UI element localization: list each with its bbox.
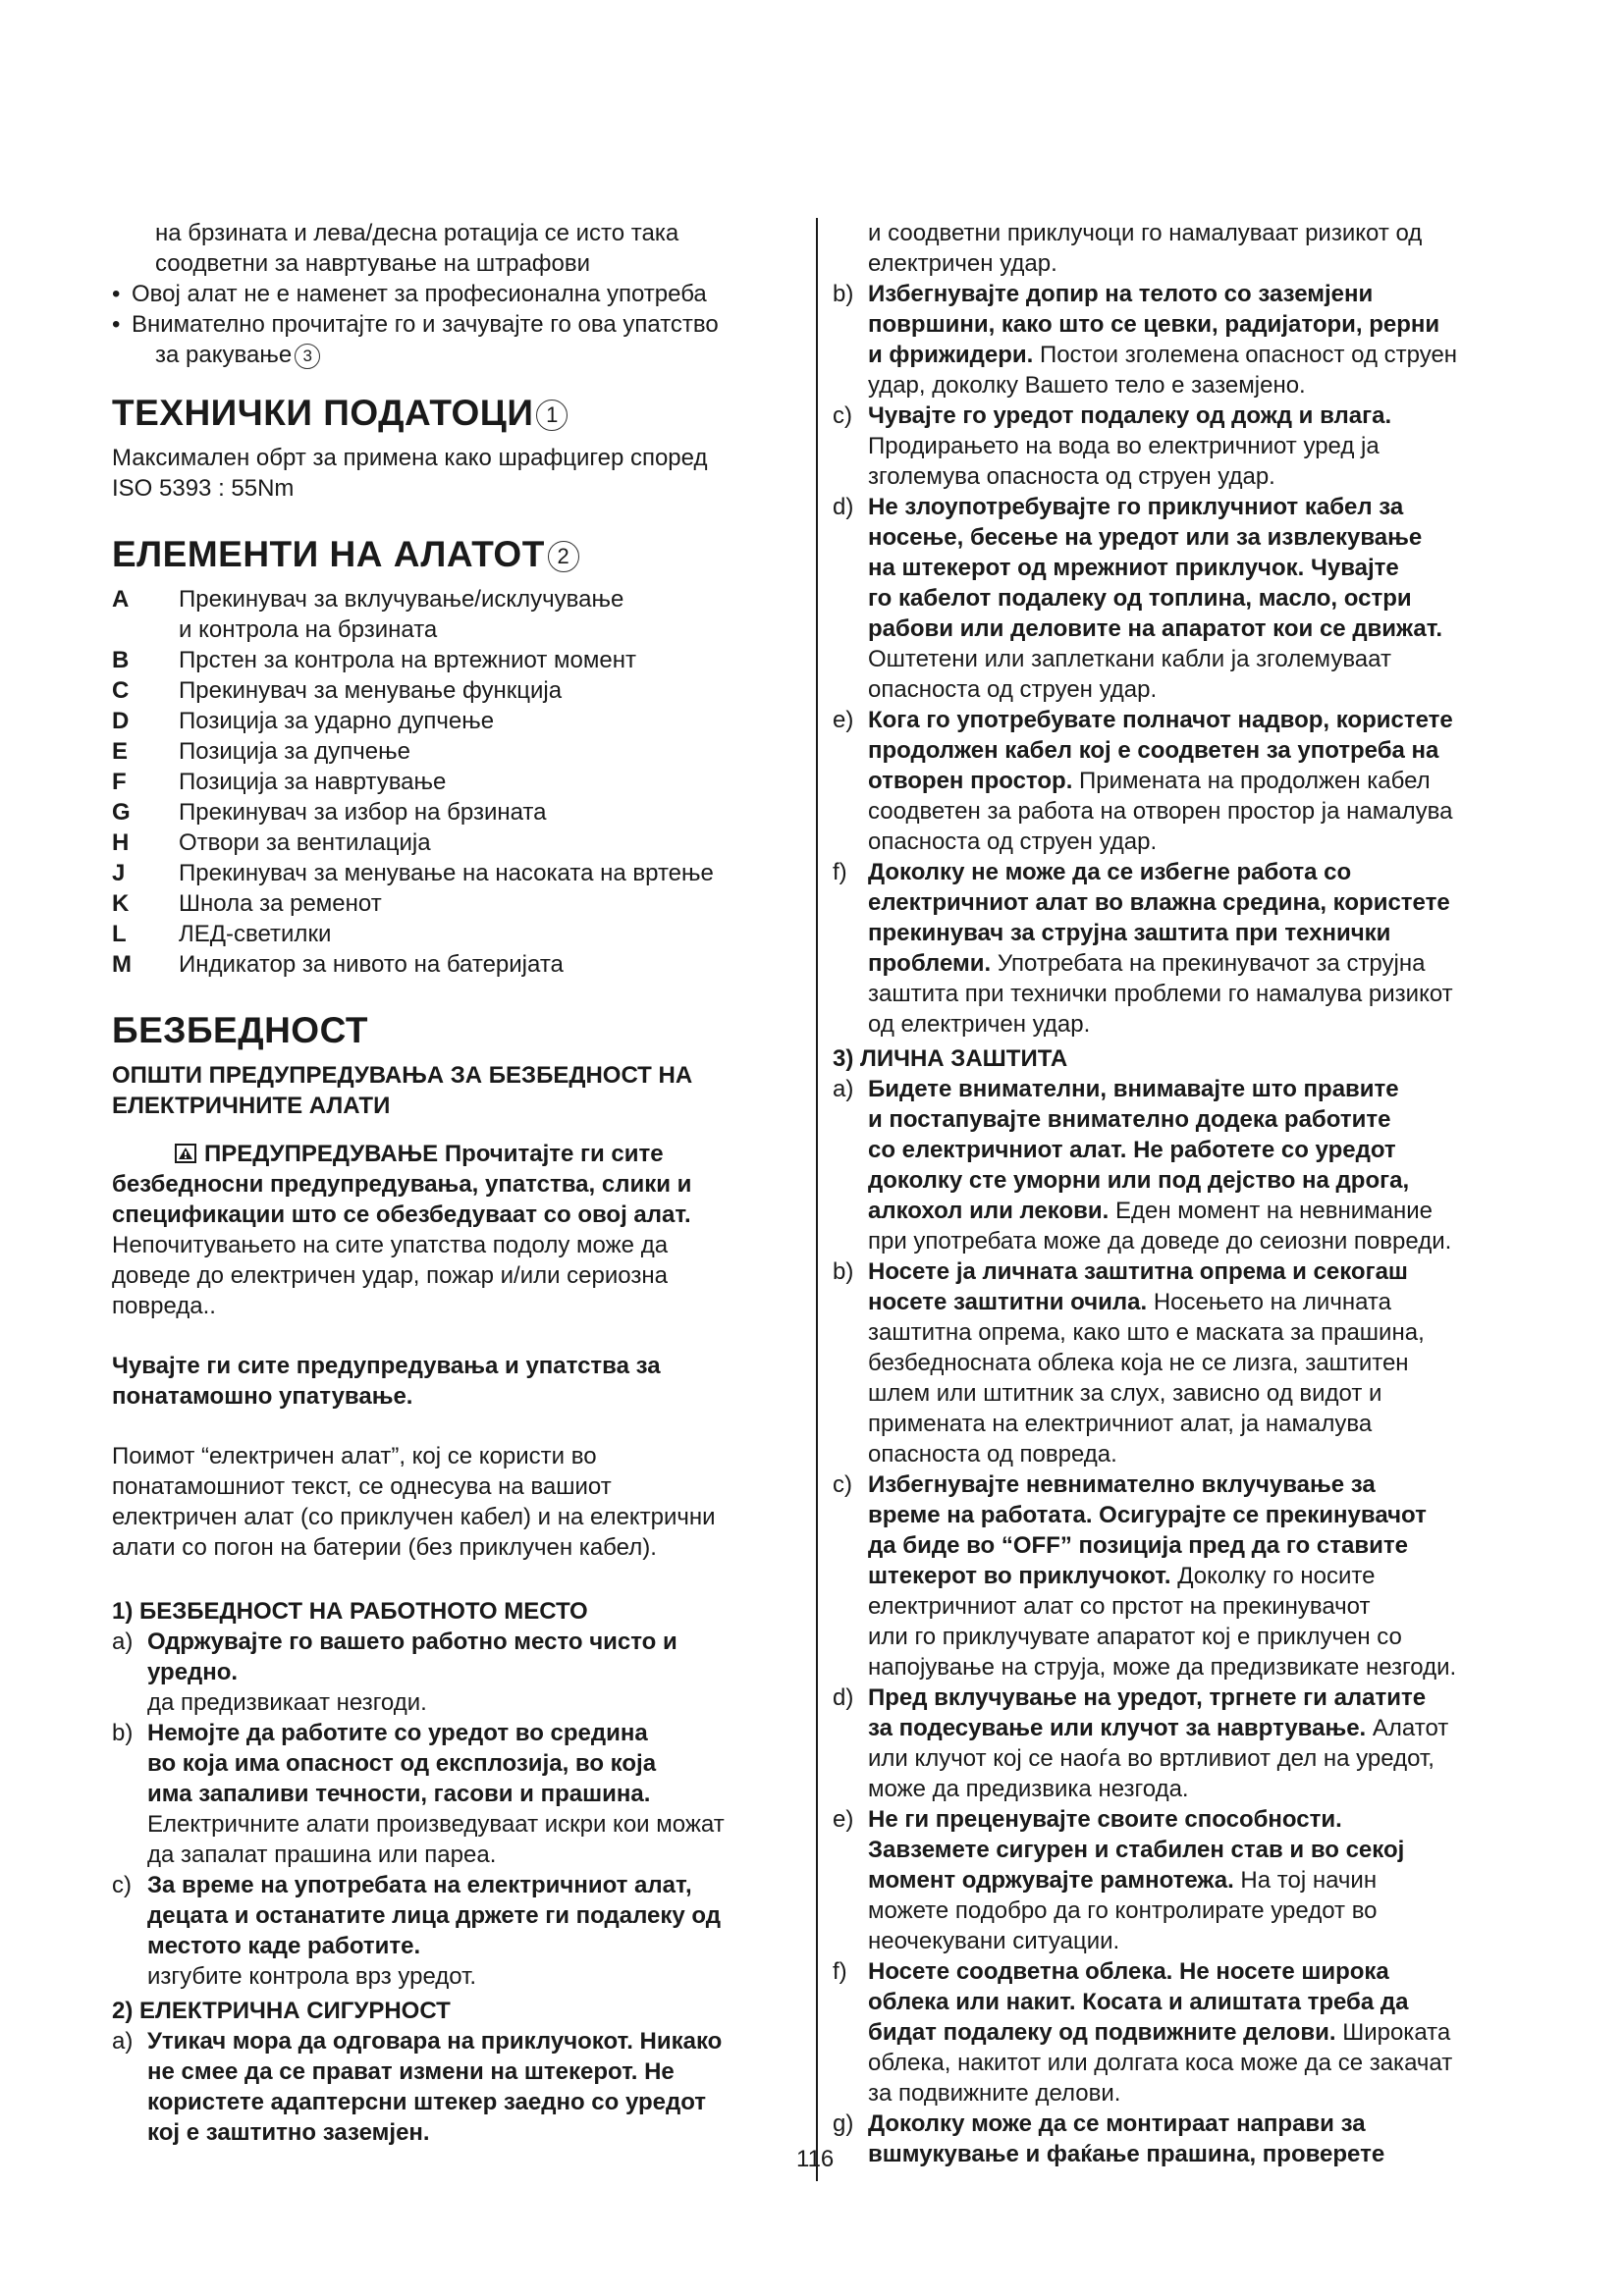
element-text: [179, 706, 799, 736]
element-text: [179, 645, 799, 675]
item-text-line: или клучот кој се наоѓа во вртливиот дел на уредот,: [868, 1745, 1435, 1772]
element-letter: D: [112, 708, 130, 734]
element-text: [179, 858, 799, 888]
item-marker: c): [833, 402, 852, 429]
personal-protection-item: [833, 1804, 1532, 1956]
spacer: [112, 1412, 799, 1441]
item-body: [868, 1469, 1532, 1682]
personal-protection-heading: 3) ЛИЧНА ЗАШТИТА: [833, 1045, 1068, 1072]
item-bold-line: електричниот алат во влажна средина, користете: [868, 889, 1450, 916]
electrical-item: [833, 857, 1532, 1040]
tech-data-line: Максимален обрт за примена како шрафцигер според: [112, 445, 708, 471]
item-bold-line: вшмукување и фаќање прашина, проверете: [868, 2141, 1385, 2167]
item-bold-line: Чувајте го уредот подалеку од дожд и влага.: [868, 402, 1392, 429]
item-bold-line: Завземете сигурен и стабилен став и во секој: [868, 1837, 1405, 1863]
term-line: електричен алат (со приклучен кабел) и на електрични: [112, 1504, 716, 1530]
item-bold-line: Кога го употребувате полначот надвор, користете: [868, 707, 1453, 733]
work-area-heading: 1) БЕЗБЕДНОСТ НА РАБОТНОТО МЕСТО: [112, 1598, 588, 1625]
element-line: Отвори за вентилација: [179, 829, 431, 856]
item-bold-line: во која има опасност од експлозија, во која: [147, 1750, 657, 1777]
item-bold-line: Доколку може да се монтираат направи за: [868, 2110, 1366, 2137]
item-bold-line: Доколку не може да се избегне работа со: [868, 859, 1352, 885]
item-bold-line: време на работата. Осигурајте се прекинувачот: [868, 1502, 1427, 1528]
item-marker: d): [833, 1684, 854, 1711]
item-text-line: Оштетени или заплеткани кабли ја зголемуваат: [868, 646, 1391, 672]
item-bold-line: го кабелот подалеку од топлина, масло, остри: [868, 585, 1412, 612]
item-body: [868, 705, 1532, 857]
item-bold-line: и постапувајте внимателно додека работите: [868, 1106, 1391, 1133]
bullet-line: Овој алат не е наменет за професионална употреба: [132, 281, 707, 307]
item-bold-line: момент одржувајте рамнотежа. На тој начин: [868, 1867, 1378, 1894]
item-bold-line: рабови или деловите на апаратот кои се движат.: [868, 615, 1443, 642]
item-marker: f): [833, 1958, 847, 1985]
item-text-line: изгубите контрола врз уредот.: [147, 1963, 477, 1990]
warning-bold-line: безбедносни предупредувања, упатства, слики и: [112, 1171, 692, 1198]
bullet-line: за ракување 3: [132, 340, 799, 370]
term-line: понатамошниот текст, се однесува на вашиот: [112, 1473, 612, 1500]
intro-continuation: [112, 218, 799, 279]
item-bold-line: проблеми. Употребата на прекинувачот за струјна: [868, 950, 1426, 977]
electrical-item: [833, 705, 1532, 857]
item-body: [868, 1682, 1532, 1804]
item-text-line: можете подобро да го контролирате уредот во: [868, 1897, 1378, 1924]
tech-data-heading: ТЕХНИЧКИ ПОДАТОЦИ 1: [112, 392, 799, 435]
element-row: [112, 919, 799, 949]
element-line: Позиција за навртување: [179, 769, 447, 795]
work-area-item: [112, 1870, 799, 1992]
item-text: На тој начин: [1233, 1867, 1378, 1894]
item-bold-line: Утикач мора да одговара на приклучокот. Никако: [147, 2028, 723, 2055]
item-text-line: заштита при технички проблеми го намалува ризикот: [868, 981, 1453, 1007]
element-text: [179, 949, 799, 980]
item-bold-line: уредно.: [147, 1659, 239, 1685]
item-bold-line: бидат подалеку од подвижните делови. Широката: [868, 2019, 1451, 2046]
item-bold-line: Не злоупотребувајте го приклучниот кабел за: [868, 494, 1404, 520]
warning-text-line: доведе до електричен удар, пожар и/или сериозна: [112, 1262, 668, 1289]
element-row: [112, 706, 799, 736]
element-line: и контрола на брзината: [179, 616, 438, 643]
element-letter: M: [112, 951, 132, 978]
element-line: Индикатор за нивото на батеријата: [179, 951, 564, 978]
right-column: [833, 218, 1532, 2169]
item-marker: e): [833, 707, 854, 733]
item-bold-line: облека или накит. Косата и алиштата треба да: [868, 1989, 1409, 2015]
item-body: [868, 492, 1532, 705]
element-letter: E: [112, 738, 129, 765]
item-bold-line: површини, како што се цевки, радијатори, рерни: [868, 311, 1440, 338]
item-text: Широката: [1335, 2019, 1451, 2046]
item-text-line: опасноста од струен удар.: [868, 828, 1158, 855]
item-body: [868, 279, 1532, 400]
keep-line: Чувајте ги сите предупредувања и упатства за: [112, 1353, 661, 1379]
item-body: [147, 2026, 799, 2148]
element-line: Позиција за дупчење: [179, 738, 410, 765]
term-line: Поимот “електричен алат”, кој се користи во: [112, 1443, 597, 1469]
item-text-line: да предизвикаат незгоди.: [147, 1689, 427, 1716]
personal-protection-item: [833, 2109, 1532, 2169]
item-text-line: зголемува опасноста од струен удар.: [868, 463, 1275, 490]
item-text: Еден момент на невнимание: [1109, 1198, 1434, 1224]
item-bold-line: штекерот во приклучокот. Доколку го носите: [868, 1563, 1376, 1589]
item-marker: f): [833, 859, 847, 885]
item-text-line: да запалат прашина или пареа.: [147, 1842, 497, 1868]
bullet-icon: •: [112, 311, 121, 338]
item-bold-line: не смее да се прават измени на штекерот. Не: [147, 2058, 675, 2085]
item-marker: d): [833, 494, 854, 520]
item-text-line: при употребата може да доведе до сеиозни повреди.: [868, 1228, 1452, 1255]
item-body: [147, 1870, 799, 1992]
element-line: Позиција за ударно дупчење: [179, 708, 495, 734]
keep-instructions: [112, 1351, 799, 1412]
element-line: Шнола за ременот: [179, 890, 382, 917]
item-bold-line: Носете ја личната заштитна опрема и секогаш: [868, 1258, 1408, 1285]
item-marker: c): [833, 1471, 852, 1498]
element-text: [179, 797, 799, 828]
personal-protection-item: [833, 1256, 1532, 1469]
element-line: Прекинувач за менување на насоката на вртење: [179, 860, 714, 886]
item-body: [868, 1956, 1532, 2109]
reference-number-icon: 1: [536, 400, 568, 431]
subheading-line: ЕЛЕКТРИЧНИТЕ АЛАТИ: [112, 1093, 391, 1119]
item-bold-line: доколку сте уморни или под дејство на дрога,: [868, 1167, 1410, 1194]
item-text: Постои зголемена опасност од струен: [1033, 342, 1458, 368]
subheading-line: ОПШТИ ПРЕДУПРЕДУВАЊА ЗА БЕЗБЕДНОСТ НА: [112, 1062, 693, 1089]
element-row: [112, 736, 799, 767]
item-body: [868, 1256, 1532, 1469]
item-bold-line: Немојте да работите со уредот во средина: [147, 1720, 648, 1746]
element-letter: C: [112, 677, 130, 704]
item-text-line: опасноста од повреда.: [868, 1441, 1117, 1468]
item-bold-line: отворен простор. Примената на продолжен кабел: [868, 768, 1431, 794]
item-text-line: соодветен за работа на отворен простор ја намалува: [868, 798, 1453, 825]
item-body: [868, 1074, 1532, 1256]
page-number: 116: [796, 2146, 835, 2172]
item-body: [868, 857, 1532, 1040]
item-text-line: облека, накитот или долгата коса може да се закачат: [868, 2050, 1453, 2076]
element-row: [112, 675, 799, 706]
element-text: [179, 828, 799, 858]
item-bold-line: користете адаптерсни штекер заедно со уредот: [147, 2089, 707, 2115]
item-bold-line: Одржувајте го вашето работно место чисто и: [147, 1629, 677, 1655]
element-letter: K: [112, 890, 130, 917]
personal-protection-item: [833, 1074, 1532, 1256]
element-line: Прекинувач за менување функција: [179, 677, 563, 704]
item-text-line: заштитна опрема, како што е маската за прашина,: [868, 1319, 1425, 1346]
item-marker: a): [112, 2028, 134, 2055]
column-divider: [816, 218, 818, 2181]
warning-block: [112, 1139, 799, 1321]
continuation: [833, 218, 1532, 279]
elements-heading: ЕЛЕМЕНТИ НА АЛАТОТ 2: [112, 533, 799, 576]
item-bold-line: да биде во “OFF” позиција пред да го ставите: [868, 1532, 1408, 1559]
element-letter: B: [112, 647, 130, 673]
item-bold-line: има запаливи течности, гасови и прашина.: [147, 1781, 651, 1807]
item-marker: b): [833, 281, 854, 307]
item-text-line: електричниот алат со прстот на прекинувачот: [868, 1593, 1371, 1620]
element-row: [112, 645, 799, 675]
element-text: [179, 675, 799, 706]
item-bold-line: За време на употребата на електричниот алат,: [147, 1872, 692, 1898]
item-text-line: напојување на струја, може да предизвикате незгоди.: [868, 1654, 1457, 1681]
item-marker: e): [833, 1806, 854, 1833]
element-letter: G: [112, 799, 131, 826]
text-line: на брзината и лева/десна ротација се исто така: [155, 220, 679, 246]
reference-number-icon: 3: [295, 344, 320, 369]
item-marker: g): [833, 2110, 854, 2137]
item-body: [868, 2109, 1532, 2169]
item-text: Примената на продолжен кабел: [1072, 768, 1431, 794]
item-bold-line: местото каде работите.: [147, 1933, 421, 1959]
element-line: Прекинувач за избор на брзината: [179, 799, 547, 826]
item-bold-line: Избегнувајте невнимателно вклучување за: [868, 1471, 1376, 1498]
element-text: [179, 736, 799, 767]
element-text: [179, 767, 799, 797]
work-area-item: [112, 1718, 799, 1870]
personal-protection-item: [833, 1682, 1532, 1804]
item-text-line: или го приклучувате апаратот кој е приклучен со: [868, 1624, 1402, 1650]
item-body: [868, 1804, 1532, 1956]
element-letter: L: [112, 921, 127, 947]
element-text: [179, 919, 799, 949]
element-line: Прекинувач за вклучување/исклучување: [179, 586, 624, 613]
element-row: [112, 858, 799, 888]
item-text-line: неочекувани ситуации.: [868, 1928, 1120, 1954]
term-definition: [112, 1441, 799, 1563]
item-marker: a): [112, 1629, 134, 1655]
element-line: ЛЕД-светилки: [179, 921, 332, 947]
item-marker: a): [833, 1076, 854, 1102]
item-bold-line: Бидете внимателни, внимавајте што правите: [868, 1076, 1399, 1102]
item-bold-line: Пред вклучување на уредот, тргнете ги алатите: [868, 1684, 1427, 1711]
item-bold-line: на штекерот од мрежниот приклучок. Чувајте: [868, 555, 1399, 581]
item-bold-line: носење, бесење на уредот или за извлекување: [868, 524, 1423, 551]
element-row: [112, 584, 799, 645]
continuation-line: електричен удар.: [868, 250, 1057, 277]
item-bold-line: со електричниот алат. Не работете со уредот: [868, 1137, 1396, 1163]
item-marker: b): [112, 1720, 134, 1746]
item-bold-line: и фрижидери. Постои зголемена опасност од струен: [868, 342, 1458, 368]
item-marker: b): [833, 1258, 854, 1285]
work-area-item: [112, 1627, 799, 1718]
item-body: [147, 1627, 799, 1718]
item-text-line: Електричните алати произведуваат искри кои можат: [147, 1811, 725, 1838]
element-row: [112, 797, 799, 828]
safety-heading: БЕЗБЕДНОСТ: [112, 1010, 368, 1050]
reference-number-icon: 2: [548, 541, 579, 572]
element-row: [112, 767, 799, 797]
item-marker: c): [112, 1872, 132, 1898]
bullet-line: Внимателно прочитајте го и зачувајте го ова упатство: [132, 311, 719, 338]
item-bold-line: продолжен кабел кој е соодветен за употреба на: [868, 737, 1439, 764]
item-bold-line: децата и останатите лица држете ги подалеку од: [147, 1902, 721, 1929]
left-column: [112, 218, 799, 2148]
item-text-line: примената на електричниот алат, ја намалува: [868, 1411, 1373, 1437]
item-text: Носењето на личната: [1147, 1289, 1391, 1315]
item-bold-line: за подесување или клучот за навртување. Алатот: [868, 1715, 1449, 1741]
bullet-item: [112, 309, 799, 370]
item-text-line: безбедносната облека која не се лизга, заштитен: [868, 1350, 1409, 1376]
item-bold-line: Избегнувајте допир на телото со заземјени: [868, 281, 1374, 307]
item-bold-line: Носете соодветна облека. Не носете широка: [868, 1958, 1389, 1985]
element-row: [112, 949, 799, 980]
element-line: Прстен за контрола на вртежниот момент: [179, 647, 636, 673]
personal-protection-item: [833, 1956, 1532, 2109]
item-text-line: удар, доколку Вашето тело е заземјено.: [868, 372, 1306, 399]
element-row: [112, 828, 799, 858]
spacer: [112, 1563, 799, 1592]
personal-protection-item: [833, 1469, 1532, 1682]
electrical-item: [833, 400, 1532, 492]
item-text-line: за подвижните делови.: [868, 2080, 1121, 2107]
spacer: [112, 1321, 799, 1351]
element-letter: A: [112, 586, 130, 613]
item-text-line: Продирањето на вода во електричниот уред ја: [868, 433, 1380, 459]
item-text-line: шлем или штитник за слух, зависно од видот и: [868, 1380, 1382, 1407]
warning-icon: [175, 1144, 196, 1163]
item-text: Употребата на прекинувачот за струјна: [991, 950, 1426, 977]
element-letter: H: [112, 829, 130, 856]
item-bold-line: кој е заштитно заземјен.: [147, 2119, 430, 2146]
element-text: [179, 584, 799, 645]
item-text-line: може да предизвика незгода.: [868, 1776, 1189, 1802]
keep-line: понатамошно упатување.: [112, 1383, 413, 1410]
item-bold-line: прекинувач за струјна заштита при технички: [868, 920, 1391, 946]
bullet-item: [112, 279, 799, 309]
element-row: [112, 888, 799, 919]
warning-text-line: Непочитувањето на сите упатства подолу може да: [112, 1232, 669, 1258]
text-line: соодветни за навртување на штрафови: [155, 250, 591, 277]
item-text: Доколку го носите: [1170, 1563, 1376, 1589]
element-letter: J: [112, 860, 126, 886]
element-letter: F: [112, 769, 127, 795]
item-bold-line: Не ги преценувајте своите способности.: [868, 1806, 1342, 1833]
bullet-icon: •: [112, 281, 121, 307]
item-body: [147, 1718, 799, 1870]
item-bold-line: носете заштитни очила. Носењето на личната: [868, 1289, 1391, 1315]
item-text: Алатот: [1366, 1715, 1449, 1741]
item-bold-line: алкохол или лекови. Еден момент на невнимание: [868, 1198, 1434, 1224]
electrical-heading: 2) ЕЛЕКТРИЧНА СИГУРНОСТ: [112, 1998, 451, 2024]
term-line: алати со погон на батерии (без приклучен кабел).: [112, 1534, 657, 1561]
electrical-item: [833, 492, 1532, 705]
electrical-item: [833, 279, 1532, 400]
warning-text-line: повреда..: [112, 1293, 216, 1319]
safety-subheading: [112, 1060, 799, 1121]
warning-bold-line: спецификации што се обезбедуваат со овој алат.: [112, 1201, 691, 1228]
tech-data-line: ISO 5393 : 55Nm: [112, 475, 295, 502]
item-body: [868, 400, 1532, 492]
continuation-line: и соодветни приклучоци го намалуваат ризикот од: [868, 220, 1423, 246]
warning-bold-line: ПРЕДУПРЕДУВАЊЕ Прочитајте ги сите: [112, 1139, 799, 1169]
item-text-line: од електричен удар.: [868, 1011, 1091, 1038]
item-text-line: опасноста од струен удар.: [868, 676, 1158, 703]
electrical-item: [112, 2026, 799, 2148]
element-text: [179, 888, 799, 919]
